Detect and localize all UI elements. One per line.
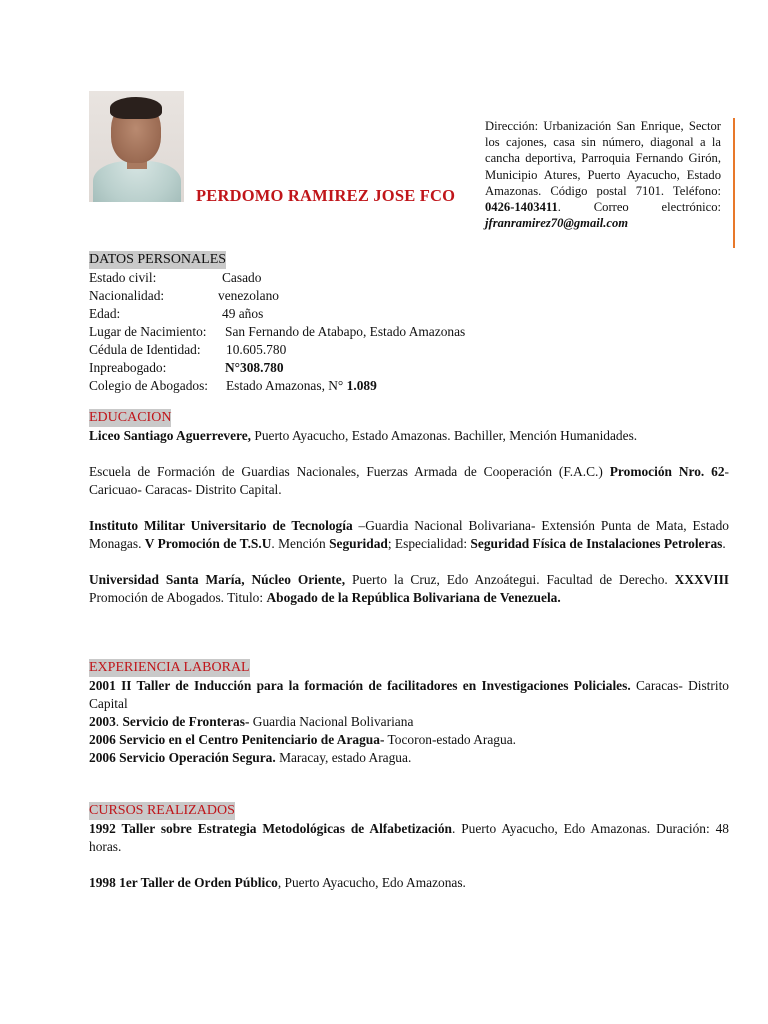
value-age: 49 años <box>222 306 264 321</box>
education-section <box>89 408 729 607</box>
email-label: . Correo electrónico: <box>557 200 721 215</box>
personal-section <box>89 250 729 395</box>
courses-section <box>89 801 729 892</box>
label-inpreabogado: Inpreabogado: <box>89 360 167 375</box>
education-4-detail: Puerto la Cruz, Edo Anzoátegui. Facultad de Derecho. <box>345 572 675 587</box>
experience-item <box>89 731 729 749</box>
row-civil <box>89 269 729 287</box>
experience-1-title: 2001 II Taller de Inducción para la formación de facilitadores en Investigaciones Policiales. <box>89 678 631 693</box>
experience-item <box>89 677 729 713</box>
value-bar-text: Estado Amazonas, N° <box>226 378 344 393</box>
row-age <box>89 305 729 323</box>
value-birthplace: San Fernando de Atabapo, Estado Amazonas <box>225 324 466 339</box>
value-civil: Casado <box>222 270 262 285</box>
education-3-mention: Seguridad <box>329 536 388 551</box>
education-title: EDUCACION <box>89 410 172 425</box>
accent-bar <box>733 118 735 248</box>
course-item <box>89 820 729 856</box>
experience-item <box>89 713 729 731</box>
label-bar: Colegio de Abogados: <box>89 378 209 393</box>
course-item <box>89 874 729 892</box>
value-bar-number: 1.089 <box>346 378 377 393</box>
experience-3-place: Tocoron-estado Aragua. <box>384 732 516 747</box>
experience-1-place: Caracas- Distrito Capital <box>89 678 729 711</box>
education-4-promo: XXXVIII <box>674 572 729 587</box>
experience-item <box>89 749 729 767</box>
value-bar <box>226 377 377 395</box>
personal-title: DATOS PERSONALES <box>89 252 227 267</box>
experience-2-place: Guardia Nacional Bolivariana <box>249 714 414 729</box>
photo-hair <box>110 97 162 119</box>
course-2-title: 1998 1er Taller de Orden Público <box>89 875 278 890</box>
row-birthplace <box>89 323 729 341</box>
course-1-title: 1992 Taller sobre Estrategia Metodológicas de Alfabetización <box>89 821 452 836</box>
value-inpreabogado: N°308.780 <box>225 360 284 375</box>
row-inpreabogado <box>89 359 729 377</box>
email-address[interactable]: jfranramirez70@gmail.com <box>485 216 629 231</box>
experience-4-place: Maracay, estado Aragua. <box>275 750 412 765</box>
label-age: Edad: <box>89 306 121 321</box>
education-3-school: Instituto Militar Universitario de Tecnología <box>89 518 353 533</box>
phone-number: 0426-1403411 <box>485 200 558 215</box>
experience-4-title: 2006 Servicio Operación Segura. <box>89 750 276 765</box>
education-item <box>89 517 729 553</box>
education-1-detail: Puerto Ayacucho, Estado Amazonas. Bachiller, Mención Humanidades. <box>251 428 638 443</box>
education-2-detail: - Caricuao- Caracas- Distrito Capital. <box>89 464 730 497</box>
education-2-promo: Promoción Nro. 62 <box>609 464 725 479</box>
education-3-text: . Mención <box>271 536 330 551</box>
education-item <box>89 571 729 607</box>
education-4-text: Promoción de Abogados. Titulo: <box>89 590 267 605</box>
label-birthplace: Lugar de Nacimiento: <box>89 324 207 339</box>
education-item <box>89 463 729 499</box>
label-id: Cédula de Identidad: <box>89 342 201 357</box>
label-civil: Estado civil: <box>89 270 157 285</box>
value-nationality: venezolano <box>218 288 279 303</box>
education-item <box>89 427 729 445</box>
experience-section <box>89 658 729 767</box>
profile-photo <box>89 91 184 202</box>
candidate-name: PERDOMO RAMIREZ JOSE FCO <box>196 186 456 205</box>
course-1-detail: . Puerto Ayacucho, Edo Amazonas. Duración: 48 horas. <box>89 821 729 854</box>
education-3-end: . <box>722 536 726 551</box>
value-id: 10.605.780 <box>226 342 287 357</box>
education-3-specialty: Seguridad Física de Instalaciones Petroleras <box>470 536 723 551</box>
education-4-title: Abogado de la República Bolivariana de Venezuela. <box>266 590 561 605</box>
row-id <box>89 341 729 359</box>
row-bar <box>89 377 729 395</box>
course-2-detail: , Puerto Ayacucho, Edo Amazonas. <box>277 875 466 890</box>
education-3-promo: V Promoción de T.S.U <box>144 536 272 551</box>
education-1-school: Liceo Santiago Aguerrevere, <box>89 428 252 443</box>
education-4-school: Universidad Santa María, Núcleo Oriente, <box>89 572 346 587</box>
experience-2-title: Servicio de Fronteras- <box>122 714 250 729</box>
experience-2-sep: . <box>115 714 123 729</box>
experience-title: EXPERIENCIA LABORAL <box>89 660 250 675</box>
education-3-detail: –Guardia Nacional Bolivariana- Extensión Punta de Mata, Estado Monagas. <box>89 518 729 551</box>
contact-address <box>485 118 721 231</box>
courses-title: CURSOS REALIZADOS <box>89 803 235 818</box>
education-3-text2: ; Especialidad: <box>387 536 471 551</box>
address-text: Dirección: Urbanización San Enrique, Sector los cajones, casa sin número, diagonal a la cancha deportiva, Parroquia Fernando Girón, Municipio Atures, Puerto Ayacucho, Estado Amazonas. Código postal 7101. Teléfono: <box>485 119 721 198</box>
label-nationality: Nacionalidad: <box>89 288 165 303</box>
experience-2-year: 2003 <box>89 714 116 729</box>
experience-3-title: 2006 Servicio en el Centro Penitenciario de Aragua- <box>89 732 385 747</box>
education-2-school: Escuela de Formación de Guardias Nacionales, Fuerzas Armada de Cooperación (F.A.C.) <box>89 464 610 479</box>
row-nationality <box>89 287 729 305</box>
